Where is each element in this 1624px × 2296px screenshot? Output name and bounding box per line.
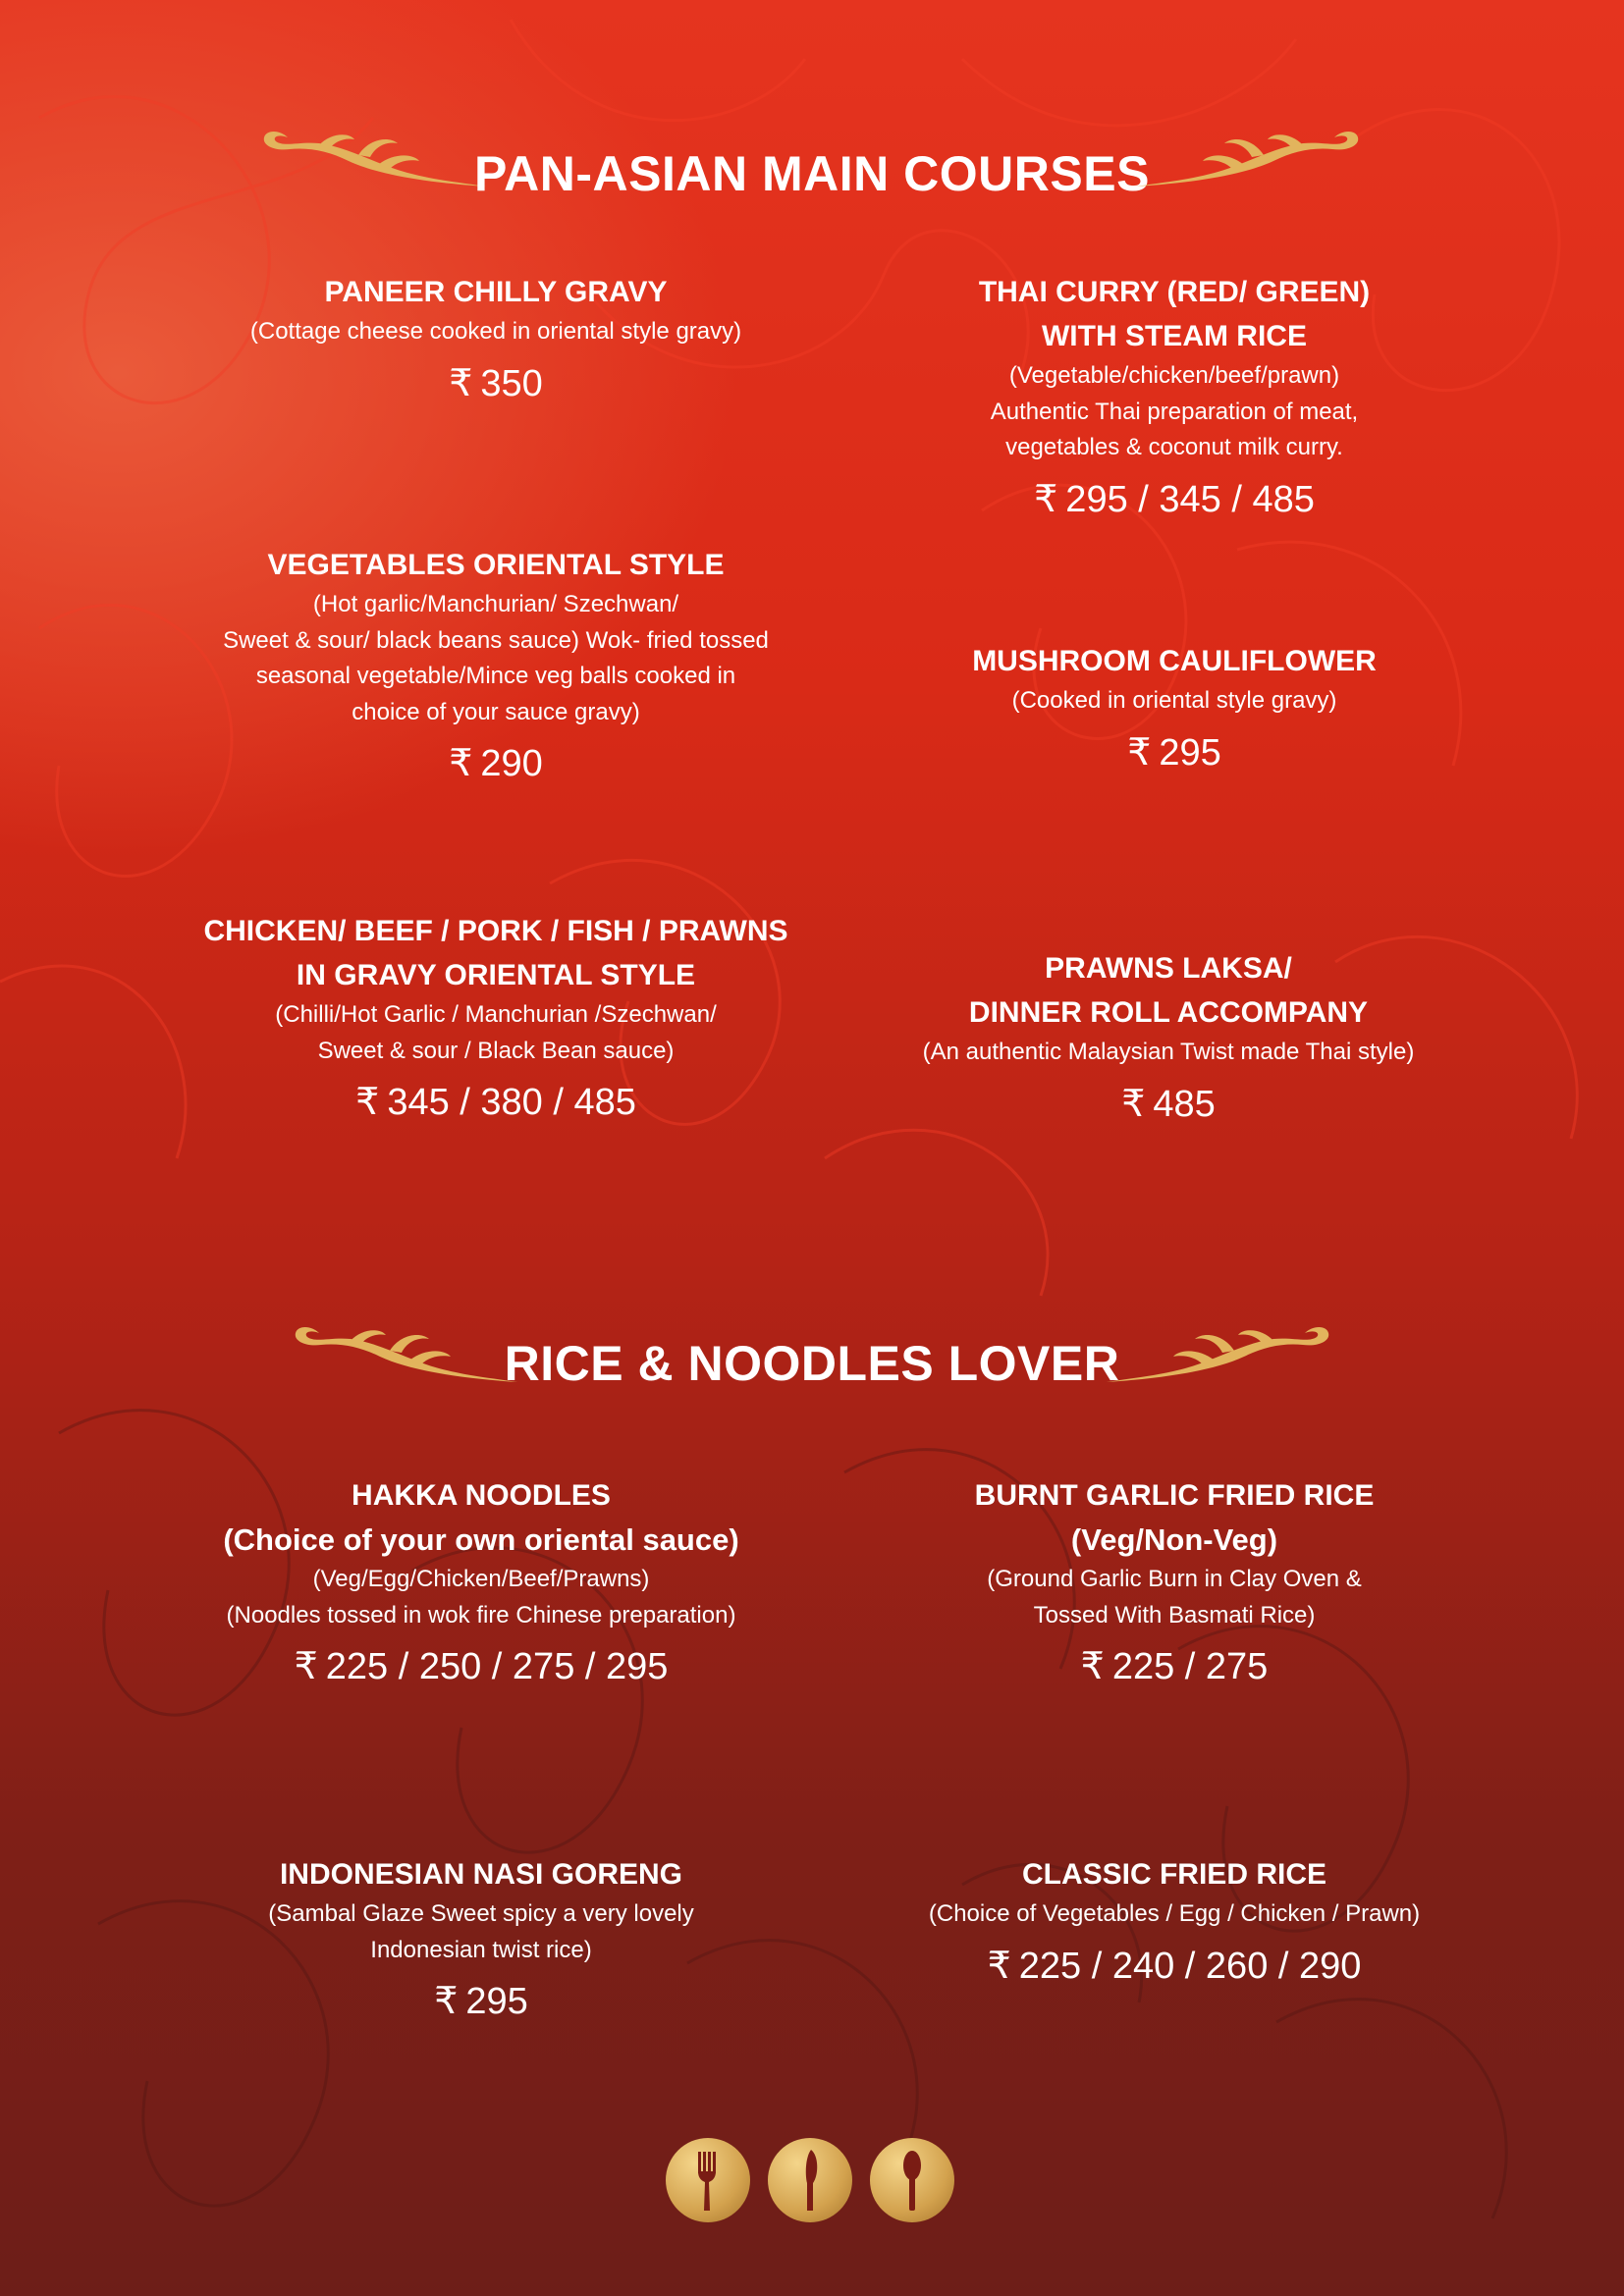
item-description-line-2: Sweet & sour / Black Bean sauce) — [317, 1037, 675, 1064]
item-name-line-2: (Choice of your own oriental sauce) — [223, 1522, 739, 1557]
item-description: (An authentic Malaysian Twist made Thai style) — [922, 1039, 1415, 1065]
item-name: CLASSIC FRIED RICE — [1021, 1858, 1327, 1891]
item-description-line-3: vegetables & coconut milk curry. — [1005, 434, 1343, 460]
rupee-icon: ₹ — [1080, 1646, 1105, 1687]
item-description-line-2: Sweet & sour/ black beans sauce) Wok- fried tossed — [223, 626, 769, 654]
spoon-icon — [870, 2138, 954, 2222]
menu-item-classic-fried-rice — [929, 1852, 1420, 1992]
item-description: (Sambal Glaze Sweet spicy a very lovely — [268, 1900, 694, 1927]
item-price: ₹ 295 — [972, 727, 1377, 778]
item-description: (Choice of Vegetables / Egg / Chicken / Prawn) — [928, 1900, 1421, 1927]
item-price: ₹ 295 / 345 / 485 — [979, 474, 1370, 525]
menu-item-prawns-laksa — [923, 946, 1415, 1130]
item-price: ₹ 225 / 275 — [975, 1641, 1375, 1692]
item-name: HAKKA NOODLES — [352, 1479, 611, 1512]
item-description: (Veg/Egg/Chicken/Beef/Prawns) — [312, 1566, 650, 1592]
menu-item-burnt-garlic-fried-rice — [975, 1473, 1375, 1692]
item-description-line-4: choice of your sauce gravy) — [352, 698, 640, 725]
item-price: ₹ 485 — [923, 1079, 1415, 1130]
section-title-rice-noodles: RICE & NOODLES LOVER — [504, 1336, 1120, 1391]
rupee-icon: ₹ — [1034, 478, 1058, 520]
item-description: (Chilli/Hot Garlic / Manchurian /Szechwan/ — [275, 1001, 717, 1028]
item-name: CHICKEN/ BEEF / PORK / FISH / PRAWNS — [203, 915, 788, 947]
item-name: INDONESIAN NASI GORENG — [279, 1858, 683, 1891]
rupee-icon: ₹ — [434, 1981, 459, 2022]
item-name-line-2: DINNER ROLL ACCOMPANY — [968, 996, 1369, 1029]
rupee-icon: ₹ — [449, 743, 473, 784]
item-description-line-3: seasonal vegetable/Mince veg balls cooked in — [255, 663, 736, 689]
menu-item-paneer-chilly-gravy — [250, 270, 741, 409]
fork-icon — [666, 2138, 750, 2222]
rupee-icon: ₹ — [1121, 1083, 1146, 1125]
rupee-icon: ₹ — [1127, 731, 1152, 774]
item-name-line-2: IN GRAVY ORIENTAL STYLE — [296, 959, 696, 991]
item-name: PANEER CHILLY GRAVY — [324, 276, 668, 308]
menu-item-thai-curry — [979, 270, 1370, 525]
item-price: ₹ 295 — [268, 1976, 694, 2027]
item-price: ₹ 290 — [223, 738, 769, 789]
rupee-icon: ₹ — [449, 362, 473, 404]
menu-item-vegetables-oriental-style — [223, 543, 769, 789]
item-description-line-2: (Noodles tossed in wok fire Chinese preparation) — [226, 1601, 736, 1629]
menu-item-indonesian-nasi-goreng — [268, 1852, 694, 2027]
item-name-line-2: (Veg/Non-Veg) — [1070, 1522, 1278, 1557]
right-gold-flourish — [1136, 126, 1362, 190]
item-price: ₹ 225 / 240 / 260 / 290 — [929, 1941, 1420, 1992]
item-description: (Cooked in oriental style gravy) — [1011, 687, 1337, 714]
item-description: (Cottage cheese cooked in oriental style gravy) — [249, 318, 742, 345]
item-name: MUSHROOM CAULIFLOWER — [972, 645, 1377, 677]
item-description: (Hot garlic/Manchurian/ Szechwan/ — [312, 591, 679, 617]
item-description: (Vegetable/chicken/beef/prawn) — [1008, 362, 1340, 389]
section-title-main-courses: PAN-ASIAN MAIN COURSES — [474, 146, 1150, 201]
rupee-icon: ₹ — [355, 1082, 380, 1123]
right-gold-flourish — [1107, 1321, 1332, 1386]
item-price: ₹ 345 / 380 / 485 — [203, 1077, 787, 1128]
item-name: VEGETABLES ORIENTAL STYLE — [267, 549, 725, 581]
menu-item-mushroom-cauliflower — [972, 639, 1377, 778]
knife-icon — [768, 2138, 852, 2222]
rupee-icon: ₹ — [294, 1646, 318, 1687]
rupee-icon: ₹ — [987, 1945, 1011, 1987]
item-name: BURNT GARLIC FRIED RICE — [974, 1479, 1375, 1512]
footer-utensil-icons — [666, 2138, 954, 2222]
item-name-line-2: WITH STEAM RICE — [1041, 320, 1307, 352]
item-description-line-2: Indonesian twist rice) — [370, 1936, 592, 1963]
item-price: ₹ 225 / 250 / 275 / 295 — [223, 1641, 738, 1692]
item-description: (Ground Garlic Burn in Clay Oven & — [987, 1566, 1362, 1592]
menu-item-meat-gravy-oriental-style — [203, 909, 787, 1128]
item-price: ₹ 350 — [250, 358, 741, 409]
menu-item-hakka-noodles — [223, 1473, 738, 1692]
item-name: THAI CURRY (RED/ GREEN) — [978, 276, 1371, 308]
item-description-line-2: Tossed With Basmati Rice) — [1033, 1601, 1316, 1629]
item-name: PRAWNS LAKSA/ — [1045, 952, 1292, 985]
item-description-line-2: Authentic Thai preparation of meat, — [990, 398, 1359, 425]
